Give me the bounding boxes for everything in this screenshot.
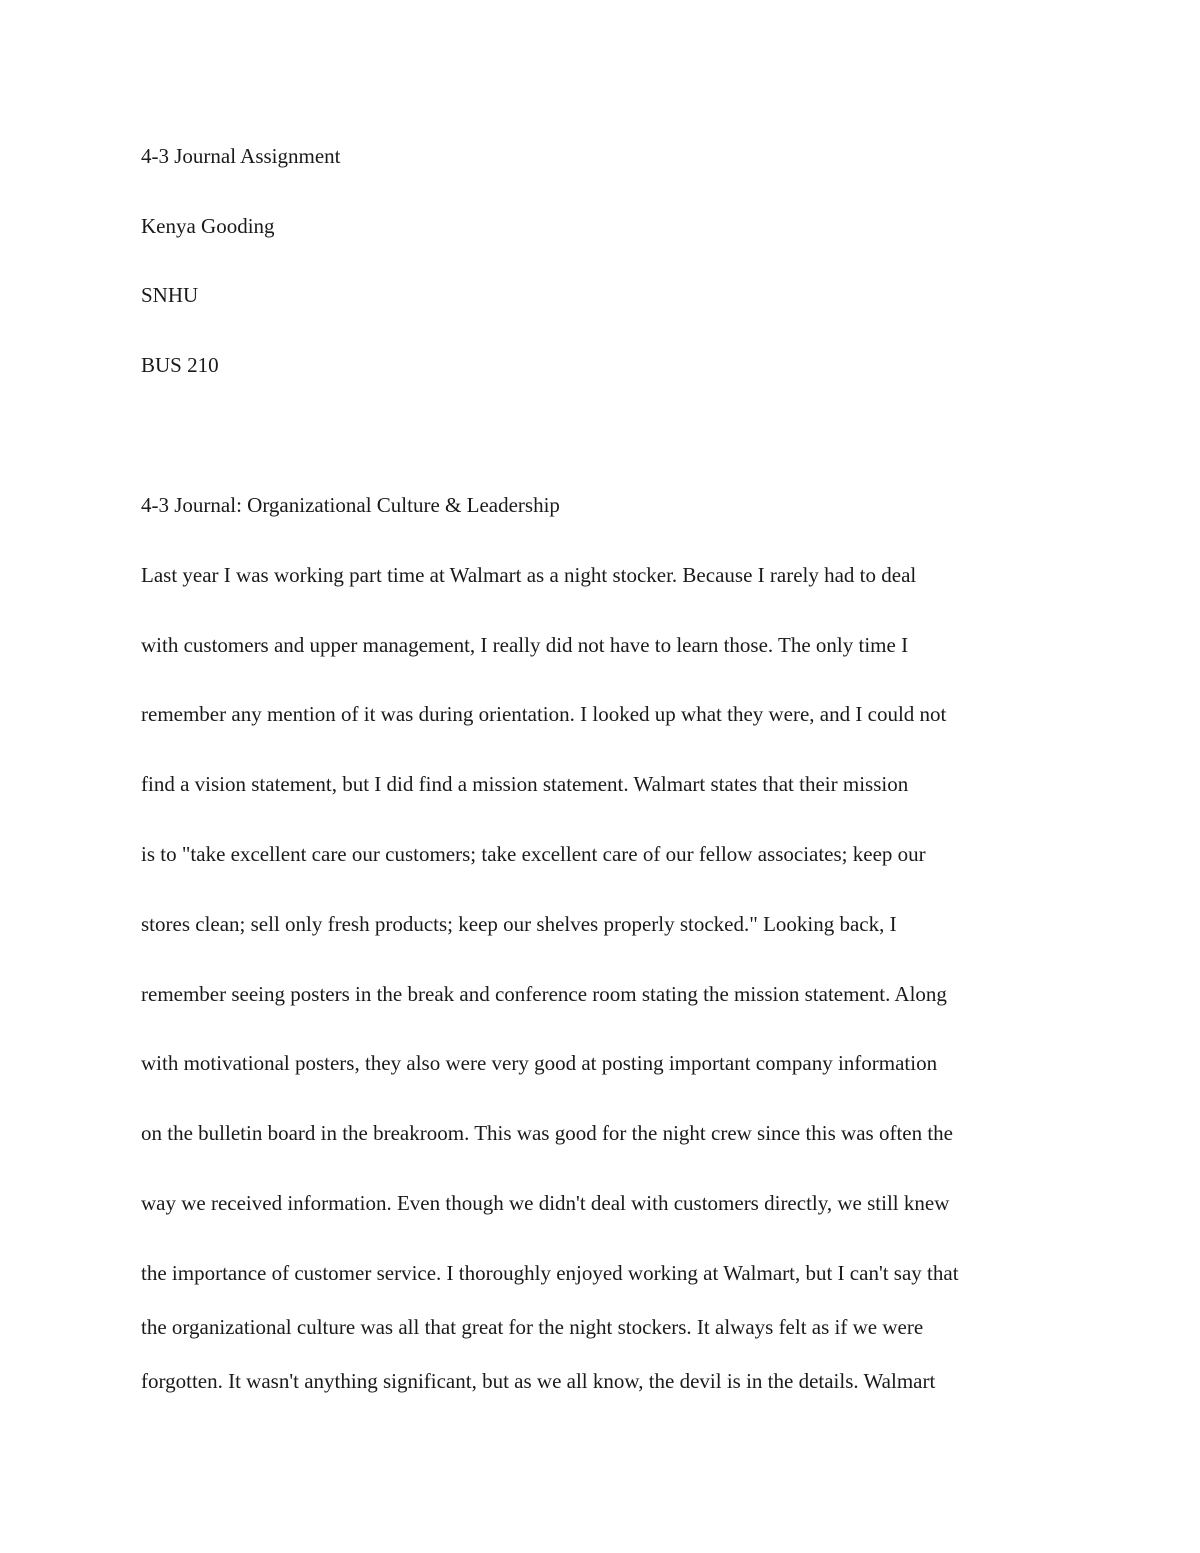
course-code: BUS 210 xyxy=(141,353,219,377)
body-line: find a vision statement, but I did find a mission statement. Walmart states that their mission xyxy=(141,772,909,796)
body-line: the importance of customer service. I thoroughly enjoyed working at Walmart, but I can't say that xyxy=(141,1261,959,1285)
body-line: remember seeing posters in the break and conference room stating the mission statement. Along xyxy=(141,982,947,1006)
assignment-title: 4-3 Journal Assignment xyxy=(141,144,341,168)
essay-title: 4-3 Journal: Organizational Culture & Leadership xyxy=(141,493,560,517)
body-line: with motivational posters, they also were very good at posting important company information xyxy=(141,1051,938,1075)
body-line: stores clean; sell only fresh products; keep our shelves properly stocked." Looking back, I xyxy=(141,912,897,936)
body-line: with customers and upper management, I really did not have to learn those. The only time I xyxy=(141,633,909,657)
body-line: on the bulletin board in the breakroom. This was good for the night crew since this was often the xyxy=(141,1121,954,1145)
body-line: Last year I was working part time at Walmart as a night stocker. Because I rarely had to deal xyxy=(141,563,917,587)
body-line: the organizational culture was all that great for the night stockers. It always felt as if we were xyxy=(141,1315,924,1339)
author-name: Kenya Gooding xyxy=(141,214,275,238)
body-line: way we received information. Even though we didn't deal with customers directly, we still knew xyxy=(141,1191,950,1215)
body-line: forgotten. It wasn't anything significant, but as we all know, the devil is in the details. Walmart xyxy=(141,1369,936,1393)
body-line: is to "take excellent care our customers; take excellent care of our fellow associates; keep our xyxy=(141,842,926,866)
body-line: remember any mention of it was during orientation. I looked up what they were, and I could not xyxy=(141,702,947,726)
institution: SNHU xyxy=(141,283,199,307)
